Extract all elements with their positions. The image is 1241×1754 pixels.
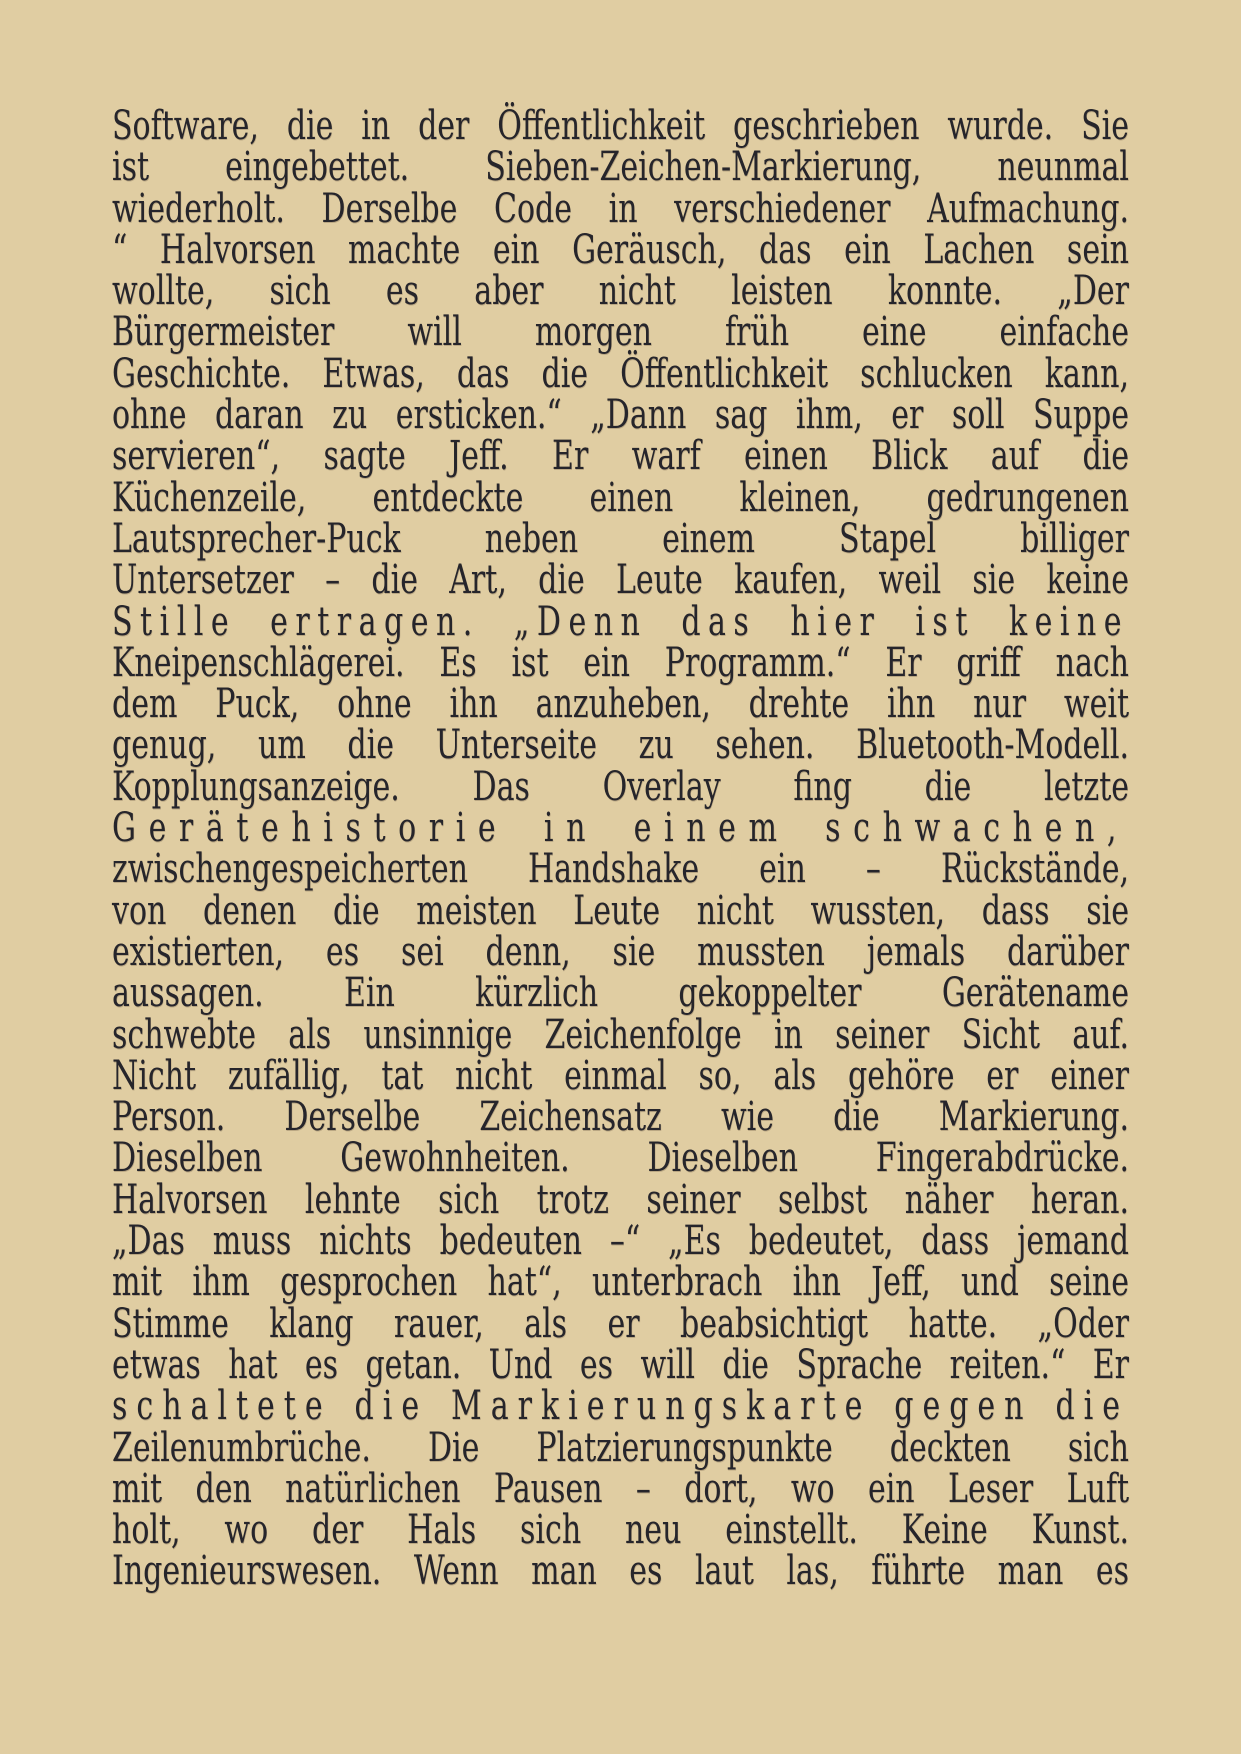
text-line: Ingenieurswesen. Wenn man es laut las, führte man es [112,1548,1129,1595]
text-line: Kneipenschlägerei. Es ist ein Programm.“ Er griff nach [112,639,1129,686]
text-line: schaltete die Markierungskarte gegen die [112,1383,1129,1430]
text-line: holt, wo der Hals sich neu einstellt. Keine Kunst. [112,1507,1129,1554]
text-line: aussagen. Ein kürzlich gekoppelter Gerätename [112,970,1129,1017]
text-line: genug, um die Unterseite zu sehen. Bluetooth-Modell. [112,722,1129,769]
text-line: servieren“, sagte Jeff. Er warf einen Blick auf die [112,433,1129,480]
text-line: Zeilenumbrüche. Die Platzierungspunkte deckten sich [112,1424,1129,1471]
text-line: Person. Derselbe Zeichensatz wie die Markierung. [112,1094,1129,1141]
text-line: etwas hat es getan. Und es will die Sprache reiten.“ Er [112,1341,1129,1388]
page-text-block [112,103,1129,1595]
text-line: mit ihm gesprochen hat“, unterbrach ihn Jeff, und seine [112,1259,1129,1306]
text-line: “ Halvorsen machte ein Geräusch, das ein Lachen sein [112,226,1129,273]
text-line: Bürgermeister will morgen früh eine einfache [112,309,1129,356]
text-line: von denen die meisten Leute nicht wussten, dass sie [112,887,1129,934]
text-line: „Das muss nichts bedeuten –“ „Es bedeutet, dass jemand [112,1218,1129,1265]
text-line: dem Puck, ohne ihn anzuheben, drehte ihn nur weit [112,681,1129,728]
text-line: Software, die in der Öffentlichkeit geschrieben wurde. Sie [112,103,1129,149]
text-line: Stimme klang rauer, als er beabsichtigt hatte. „Oder [112,1300,1129,1347]
text-line: Lautsprecher-Puck neben einem Stapel billiger [112,515,1129,562]
text-line: schwebte als unsinnige Zeichenfolge in seiner Sicht auf. [112,1011,1129,1058]
text-line: Gerätehistorie in einem schwachen, [112,805,1129,852]
text-line: Halvorsen lehnte sich trotz seiner selbst näher heran. [112,1176,1129,1223]
text-line: Kopplungsanzeige. Das Overlay fing die letzte [112,763,1129,810]
text-line: ohne daran zu ersticken.“ „Dann sag ihm, er soll Suppe [112,392,1129,439]
text-line: zwischengespeicherten Handshake ein – Rückstände, [112,846,1129,893]
text-line: Geschichte. Etwas, das die Öffentlichkeit schlucken kann, [112,350,1129,397]
text-line: Nicht zufällig, tat nicht einmal so, als gehöre er einer [112,1052,1129,1099]
text-line: wiederholt. Derselbe Code in verschiedener Aufmachung. [112,185,1129,232]
text-line: mit den natürlichen Pausen – dort, wo ein Leser Luft [112,1465,1129,1512]
text-line: wollte, sich es aber nicht leisten konnte. „Der [112,268,1129,315]
text-line: Küchenzeile, entdeckte einen kleinen, gedrungenen [112,474,1129,521]
paragraph [112,103,1129,1595]
text-line: existierten, es sei denn, sie mussten jemals darüber [112,928,1129,975]
text-line: Dieselben Gewohnheiten. Dieselben Fingerabdrücke. [112,1135,1129,1182]
text-line: Untersetzer – die Art, die Leute kaufen, weil sie keine [112,557,1129,604]
text-line: Stille ertragen. „Denn das hier ist keine [112,598,1129,645]
text-line: ist eingebettet. Sieben-Zeichen-Markierung, neunmal [112,144,1129,191]
